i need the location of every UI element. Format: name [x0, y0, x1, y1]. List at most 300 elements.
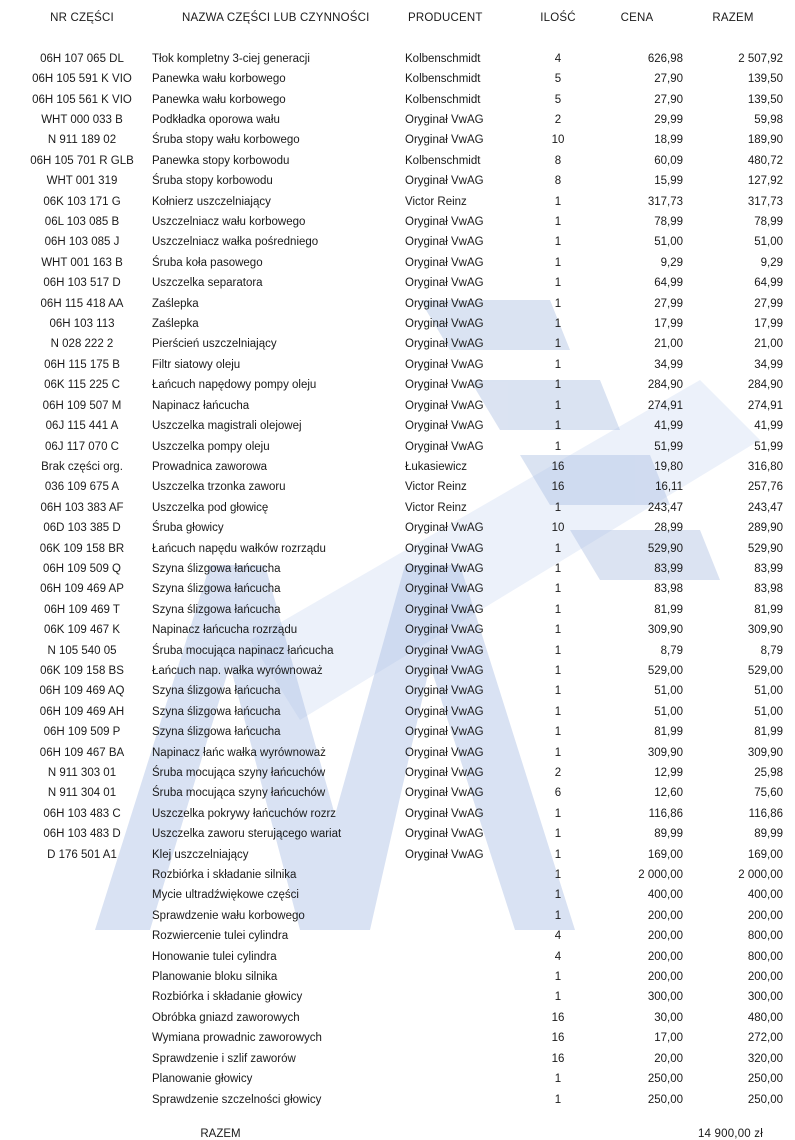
- cell-description: Uszczelniacz wałka pośredniego: [152, 236, 319, 249]
- cell-quantity: 1: [554, 705, 562, 718]
- cell-part-number: 06H 109 469 AH: [39, 705, 125, 718]
- cell-producer: [405, 926, 525, 946]
- cell-part-number: N 911 304 01: [47, 787, 117, 800]
- table-header: [12, 8, 783, 28]
- cell-description: Prowadnica zaworowa: [152, 460, 268, 473]
- cell-total: 139,50: [747, 73, 783, 86]
- cell-quantity: 2: [554, 114, 562, 127]
- table-row: [12, 334, 783, 354]
- cell-description: Tłok kompletny 3-ciej generacji: [152, 52, 310, 65]
- cell-producer: Oryginał VwAG: [405, 767, 484, 780]
- cell-part-number: 06H 103 085 J: [44, 236, 120, 249]
- cell-producer: Oryginał VwAG: [405, 216, 484, 229]
- cell-part-number: 06H 103 517 D: [43, 277, 121, 290]
- cell-quantity: 1: [554, 542, 562, 555]
- cell-total: 89,99: [754, 828, 783, 841]
- cell-producer: Kolbenschmidt: [405, 154, 481, 167]
- table-row: [12, 906, 783, 926]
- cell-producer: Oryginał VwAG: [405, 358, 484, 371]
- cell-producer: Oryginał VwAG: [405, 807, 484, 820]
- summary-row: [12, 1128, 783, 1140]
- table-spacer-row: [12, 28, 783, 48]
- cell-price: 60,09: [654, 154, 683, 167]
- cell-part-number: 06K 109 158 BS: [40, 664, 124, 677]
- cell-total: 274,91: [747, 399, 783, 412]
- cell-total: 400,00: [747, 889, 783, 902]
- cell-price: 12,99: [654, 767, 683, 780]
- cell-producer: Oryginał VwAG: [405, 848, 484, 861]
- table-row: [12, 49, 783, 69]
- cell-description: Podkładka oporowa wału: [152, 114, 280, 127]
- cell-quantity: 1: [554, 644, 562, 657]
- cell-quantity: 1: [554, 318, 562, 331]
- cell-price: 34,99: [654, 358, 683, 371]
- cell-producer: Oryginał VwAG: [405, 379, 484, 392]
- table-row: [12, 661, 783, 681]
- cell-price: 17,99: [654, 318, 683, 331]
- cell-price: 250,00: [647, 1073, 683, 1086]
- cell-producer: Oryginał VwAG: [405, 685, 484, 698]
- cell-description: Rozwiercenie tulei cylindra: [152, 930, 289, 943]
- cell-producer: [405, 967, 525, 987]
- cell-description: Szyna ślizgowa łańcucha: [152, 583, 281, 596]
- cell-price: 51,00: [654, 705, 683, 718]
- cell-total: 529,90: [747, 542, 783, 555]
- cell-quantity: 1: [554, 1073, 562, 1086]
- cell-producer: Oryginał VwAG: [405, 420, 484, 433]
- cell-price: 64,99: [654, 277, 683, 290]
- cell-quantity: 16: [551, 1052, 565, 1065]
- table-row: [12, 273, 783, 293]
- cell-quantity: 1: [554, 399, 562, 412]
- table-row: [12, 171, 783, 191]
- table-row: [12, 804, 783, 824]
- cell-price: 243,47: [647, 501, 683, 514]
- cell-quantity: 1: [554, 869, 562, 882]
- cell-quantity: 1: [554, 277, 562, 290]
- cell-quantity: 1: [554, 685, 562, 698]
- cell-quantity: 5: [554, 93, 562, 106]
- cell-part-number: 06H 107 065 DL: [40, 52, 124, 65]
- cell-total: 309,90: [747, 746, 783, 759]
- cell-price: 29,99: [654, 114, 683, 127]
- cell-total: 189,90: [747, 134, 783, 147]
- cell-part-number: 06K 103 171 G: [43, 195, 121, 208]
- cell-producer: [405, 987, 525, 1007]
- cell-part-number: Brak części org.: [41, 460, 123, 473]
- cell-price: 626,98: [647, 52, 683, 65]
- cell-description: Sprawdzenie szczelności głowicy: [152, 1093, 322, 1106]
- table-row: [12, 253, 783, 273]
- cell-total: 81,99: [754, 603, 783, 616]
- cell-description: Szyna ślizgowa łańcucha: [152, 685, 281, 698]
- cell-description: Sprawdzenie i szlif zaworów: [152, 1052, 296, 1065]
- parts-table: [12, 8, 783, 1110]
- cell-producer: Oryginał VwAG: [405, 114, 484, 127]
- cell-producer: Oryginał VwAG: [405, 277, 484, 290]
- cell-total: 25,98: [754, 767, 783, 780]
- cell-total: 139,50: [747, 93, 783, 106]
- cell-producer: Oryginał VwAG: [405, 603, 484, 616]
- cell-price: 169,00: [647, 848, 683, 861]
- cell-price: 19,80: [654, 460, 683, 473]
- cell-quantity: 10: [551, 522, 565, 535]
- cell-total: 243,47: [747, 501, 783, 514]
- table-row: [12, 396, 783, 416]
- cell-description: Uszczelka pokrywy łańcuchów rozrz: [152, 807, 337, 820]
- cell-part-number: [12, 987, 152, 1007]
- cell-total: 800,00: [747, 930, 783, 943]
- cell-total: 21,00: [754, 338, 783, 351]
- cell-description: Śruba głowicy: [152, 522, 224, 535]
- cell-part-number: 06H 103 113: [49, 318, 115, 331]
- cell-part-number: 06H 115 418 AA: [40, 297, 124, 310]
- cell-price: 2 000,00: [638, 869, 683, 882]
- cell-total: 272,00: [747, 1032, 783, 1045]
- cell-description: Sprawdzenie wału korbowego: [152, 909, 305, 922]
- cell-producer: [405, 1090, 525, 1110]
- cell-quantity: 1: [554, 909, 562, 922]
- cell-price: 30,00: [654, 1011, 683, 1024]
- cell-producer: Victor Reinz: [405, 481, 467, 494]
- cell-price: 21,00: [654, 338, 683, 351]
- cell-description: Szyna ślizgowa łańcucha: [152, 705, 281, 718]
- cell-part-number: 06K 109 158 BR: [39, 542, 125, 555]
- table-row: [12, 722, 783, 742]
- cell-quantity: 5: [554, 73, 562, 86]
- cell-part-number: 036 109 675 A: [44, 481, 120, 494]
- cell-total: 200,00: [747, 971, 783, 984]
- cell-quantity: 4: [554, 950, 562, 963]
- cell-part-number: [12, 1049, 152, 1069]
- cell-description: Wymiana prowadnic zaworowych: [152, 1032, 322, 1045]
- cell-quantity: 1: [554, 338, 562, 351]
- cell-quantity: 8: [554, 175, 562, 188]
- cell-price: 41,99: [654, 420, 683, 433]
- cell-price: 200,00: [647, 971, 683, 984]
- cell-producer: [405, 1008, 525, 1028]
- cell-total: 480,00: [747, 1011, 783, 1024]
- cell-description: Panewka wału korbowego: [152, 93, 286, 106]
- cell-quantity: 10: [551, 134, 565, 147]
- cell-description: Zaślepka: [152, 297, 199, 310]
- cell-price: 8,79: [660, 644, 683, 657]
- cell-description: Mycie ultradźwiękowe części: [152, 889, 299, 902]
- cell-total: 317,73: [747, 195, 783, 208]
- table-row: [12, 457, 783, 477]
- cell-price: 81,99: [654, 603, 683, 616]
- cell-quantity: 16: [551, 1032, 565, 1045]
- cell-producer: Oryginał VwAG: [405, 236, 484, 249]
- cell-quantity: 1: [554, 624, 562, 637]
- cell-price: 284,90: [647, 379, 683, 392]
- table-row: [12, 885, 783, 905]
- table-row: [12, 110, 783, 130]
- cell-part-number: N 028 222 2: [50, 338, 114, 351]
- table-row: [12, 967, 783, 987]
- cell-quantity: 16: [551, 460, 565, 473]
- cell-total: 480,72: [747, 154, 783, 167]
- table-row: [12, 437, 783, 457]
- cell-part-number: [12, 967, 152, 987]
- cell-quantity: 1: [554, 991, 562, 1004]
- cell-price: 200,00: [647, 909, 683, 922]
- cell-producer: [405, 906, 525, 926]
- cell-price: 300,00: [647, 991, 683, 1004]
- cell-quantity: 1: [554, 420, 562, 433]
- table-row: [12, 498, 783, 518]
- cell-part-number: 06H 105 561 K VIO: [32, 93, 132, 106]
- cell-price: 51,00: [654, 685, 683, 698]
- cell-producer: Oryginał VwAG: [405, 440, 484, 453]
- cell-total: 8,79: [760, 644, 783, 657]
- cell-producer: Oryginał VwAG: [405, 175, 484, 188]
- table-row: [12, 783, 783, 803]
- cell-total: 316,80: [747, 460, 783, 473]
- cell-total: 83,99: [754, 562, 783, 575]
- cell-part-number: 06H 109 509 Q: [42, 562, 121, 575]
- cell-part-number: [12, 1069, 152, 1089]
- cell-quantity: 4: [554, 52, 562, 65]
- cell-part-number: 06H 105 591 K VIO: [32, 73, 132, 86]
- table-row: [12, 600, 783, 620]
- cell-part-number: 06H 109 467 BA: [39, 746, 125, 759]
- cell-producer: Oryginał VwAG: [405, 583, 484, 596]
- cell-quantity: 1: [554, 971, 562, 984]
- cell-quantity: 1: [554, 236, 562, 249]
- summary-label: RAZEM: [200, 1127, 241, 1140]
- cell-part-number: 06K 115 225 C: [44, 379, 120, 392]
- cell-description: Planowanie głowicy: [152, 1073, 253, 1086]
- cell-part-number: 06H 109 469 AQ: [39, 685, 125, 698]
- cell-part-number: 06H 103 483 C: [43, 807, 121, 820]
- cell-total: 169,00: [747, 848, 783, 861]
- cell-price: 27,90: [654, 93, 683, 106]
- cell-total: 27,99: [754, 297, 783, 310]
- cell-total: 2 000,00: [738, 869, 783, 882]
- cell-total: 116,86: [748, 807, 783, 820]
- cell-part-number: 06D 103 385 D: [43, 522, 121, 535]
- cell-description: Rozbiórka i składanie silnika: [152, 869, 297, 882]
- table-row: [12, 1028, 783, 1048]
- table-row: [12, 641, 783, 661]
- cell-producer: Oryginał VwAG: [405, 256, 484, 269]
- cell-part-number: WHT 000 033 B: [41, 114, 123, 127]
- cell-part-number: 06H 109 507 M: [42, 399, 122, 412]
- cell-producer: [405, 885, 525, 905]
- cell-total: 800,00: [747, 950, 783, 963]
- cell-total: 51,00: [754, 705, 783, 718]
- grand-total-value: 14 900,00 zł: [697, 1127, 763, 1140]
- column-header-nr: NR CZĘŚCI: [50, 12, 114, 24]
- cell-producer: Oryginał VwAG: [405, 522, 484, 535]
- cell-description: Panewka wału korbowego: [152, 73, 286, 86]
- table-row: [12, 947, 783, 967]
- cell-description: Honowanie tulei cylindra: [152, 950, 277, 963]
- cell-description: Uszczelka pompy oleju: [152, 440, 270, 453]
- cell-description: Panewka stopy korbowodu: [152, 154, 290, 167]
- cell-total: 320,00: [747, 1052, 783, 1065]
- cell-description: Śruba koła pasowego: [152, 256, 263, 269]
- table-row: [12, 926, 783, 946]
- cell-quantity: 1: [554, 1093, 562, 1106]
- cell-producer: [405, 947, 525, 967]
- cell-total: 51,99: [754, 440, 783, 453]
- cell-price: 317,73: [647, 195, 683, 208]
- cell-description: Napinacz łańc wałka wyrównoważ: [152, 746, 326, 759]
- cell-price: 83,99: [654, 562, 683, 575]
- cell-quantity: 1: [554, 501, 562, 514]
- cell-description: Łańcuch nap. wałka wyrównoważ: [152, 664, 323, 677]
- cell-description: Rozbiórka i składanie głowicy: [152, 991, 303, 1004]
- cell-part-number: 06H 105 701 R GLB: [30, 154, 134, 167]
- table-row: [12, 539, 783, 559]
- cell-part-number: WHT 001 319: [46, 175, 118, 188]
- cell-total: 51,00: [754, 236, 783, 249]
- cell-part-number: [12, 1090, 152, 1110]
- cell-total: 34,99: [754, 358, 783, 371]
- cell-part-number: 06H 109 469 AP: [40, 583, 124, 596]
- cell-description: Planowanie bloku silnika: [152, 971, 278, 984]
- cell-quantity: 1: [554, 583, 562, 596]
- cell-description: Uszczelka separatora: [152, 277, 263, 290]
- cell-quantity: 6: [554, 787, 562, 800]
- cell-quantity: 1: [554, 603, 562, 616]
- cell-total: 17,99: [754, 318, 783, 331]
- cell-producer: Oryginał VwAG: [405, 787, 484, 800]
- cell-part-number: WHT 001 163 B: [41, 256, 123, 269]
- table-row: [12, 151, 783, 171]
- table-row: [12, 477, 783, 497]
- cell-total: 300,00: [747, 991, 783, 1004]
- table-row: [12, 824, 783, 844]
- column-header-name: NAZWA CZĘŚCI LUB CZYNNOŚCI: [182, 12, 370, 24]
- cell-producer: Oryginał VwAG: [405, 338, 484, 351]
- cell-description: Zaślepka: [152, 318, 199, 331]
- column-header-price: CENA: [620, 12, 654, 24]
- cell-producer: Oryginał VwAG: [405, 624, 484, 637]
- cell-part-number: D 176 501 A1: [47, 848, 117, 861]
- cell-description: Łańcuch napędu wałków rozrządu: [152, 542, 326, 555]
- cell-quantity: 1: [554, 664, 562, 677]
- cell-quantity: 1: [554, 256, 562, 269]
- table-row: [12, 130, 783, 150]
- cell-producer: [405, 1028, 525, 1048]
- cell-part-number: [12, 1008, 152, 1028]
- cell-producer: Oryginał VwAG: [405, 705, 484, 718]
- cell-quantity: 1: [554, 848, 562, 861]
- cell-part-number: N 911 303 01: [47, 767, 117, 780]
- cell-producer: Oryginał VwAG: [405, 644, 484, 657]
- cell-total: 75,60: [754, 787, 783, 800]
- cell-price: 51,99: [654, 440, 683, 453]
- table-row: [12, 294, 783, 314]
- table-row: [12, 314, 783, 334]
- cell-quantity: 1: [554, 562, 562, 575]
- cell-total: 41,99: [754, 420, 783, 433]
- column-header-producent: PRODUCENT: [408, 12, 483, 24]
- cell-part-number: 06J 115 441 A: [45, 420, 119, 433]
- cell-producer: Kolbenschmidt: [405, 52, 481, 65]
- cell-description: Uszczelka pod głowicę: [152, 501, 269, 514]
- cell-producer: Oryginał VwAG: [405, 297, 484, 310]
- cell-producer: Oryginał VwAG: [405, 828, 484, 841]
- cell-description: Napinacz łańcucha rozrządu: [152, 624, 298, 637]
- cell-price: 274,91: [647, 399, 683, 412]
- cell-description: Uszczelka trzonka zaworu: [152, 481, 286, 494]
- cell-description: Obróbka gniazd zaworowych: [152, 1011, 300, 1024]
- cell-part-number: [12, 947, 152, 967]
- cell-quantity: 1: [554, 379, 562, 392]
- cell-quantity: 1: [554, 358, 562, 371]
- table-row: [12, 987, 783, 1007]
- table-row: [12, 1008, 783, 1028]
- table-row: [12, 865, 783, 885]
- cell-producer: Oryginał VwAG: [405, 562, 484, 575]
- cell-producer: Victor Reinz: [405, 195, 467, 208]
- table-row: [12, 355, 783, 375]
- cell-quantity: 4: [554, 930, 562, 943]
- cell-producer: Oryginał VwAG: [405, 746, 484, 759]
- table-row: [12, 212, 783, 232]
- cell-producer: [405, 1069, 525, 1089]
- cell-part-number: 06H 103 483 D: [43, 828, 121, 841]
- cell-producer: [405, 865, 525, 885]
- cell-producer: Łukasiewicz: [405, 460, 467, 473]
- cell-description: Szyna ślizgowa łańcucha: [152, 562, 281, 575]
- cell-description: Śruba mocująca napinacz łańcucha: [152, 644, 334, 657]
- cell-quantity: 16: [551, 1011, 565, 1024]
- cell-total: 2 507,92: [738, 52, 783, 65]
- cell-price: 15,99: [654, 175, 683, 188]
- table-row: [12, 90, 783, 110]
- table-row: [12, 232, 783, 252]
- table-row: [12, 845, 783, 865]
- cell-quantity: 1: [554, 726, 562, 739]
- cell-price: 400,00: [647, 889, 683, 902]
- cell-price: 27,99: [654, 297, 683, 310]
- cell-description: Szyna ślizgowa łańcucha: [152, 726, 281, 739]
- cell-price: 78,99: [654, 216, 683, 229]
- table-row: [12, 743, 783, 763]
- cell-part-number: N 105 540 05: [47, 644, 117, 657]
- cell-price: 27,90: [654, 73, 683, 86]
- cell-total: 284,90: [747, 379, 783, 392]
- cell-part-number: 06L 103 085 B: [44, 216, 120, 229]
- table-row: [12, 763, 783, 783]
- table-body: [12, 28, 783, 1110]
- cell-description: Uszczelniacz wału korbowego: [152, 216, 306, 229]
- cell-description: Śruba mocująca szyny łańcuchów: [152, 787, 326, 800]
- cell-total: 309,90: [747, 624, 783, 637]
- table-row: [12, 192, 783, 212]
- cell-quantity: 1: [554, 889, 562, 902]
- cell-price: 18,99: [654, 134, 683, 147]
- cell-description: Pierścień uszczelniający: [152, 338, 277, 351]
- cell-total: 51,00: [754, 685, 783, 698]
- cell-part-number: [12, 1028, 152, 1048]
- cell-producer: Oryginał VwAG: [405, 134, 484, 147]
- cell-quantity: 8: [554, 154, 562, 167]
- table-row: [12, 416, 783, 436]
- cell-price: 309,90: [647, 746, 683, 759]
- cell-price: 529,90: [647, 542, 683, 555]
- table-row: [12, 702, 783, 722]
- cell-part-number: [12, 885, 152, 905]
- cell-part-number: 06H 115 175 B: [44, 358, 120, 371]
- cell-description: Kołnierz uszczelniający: [152, 195, 271, 208]
- cell-part-number: [12, 906, 152, 926]
